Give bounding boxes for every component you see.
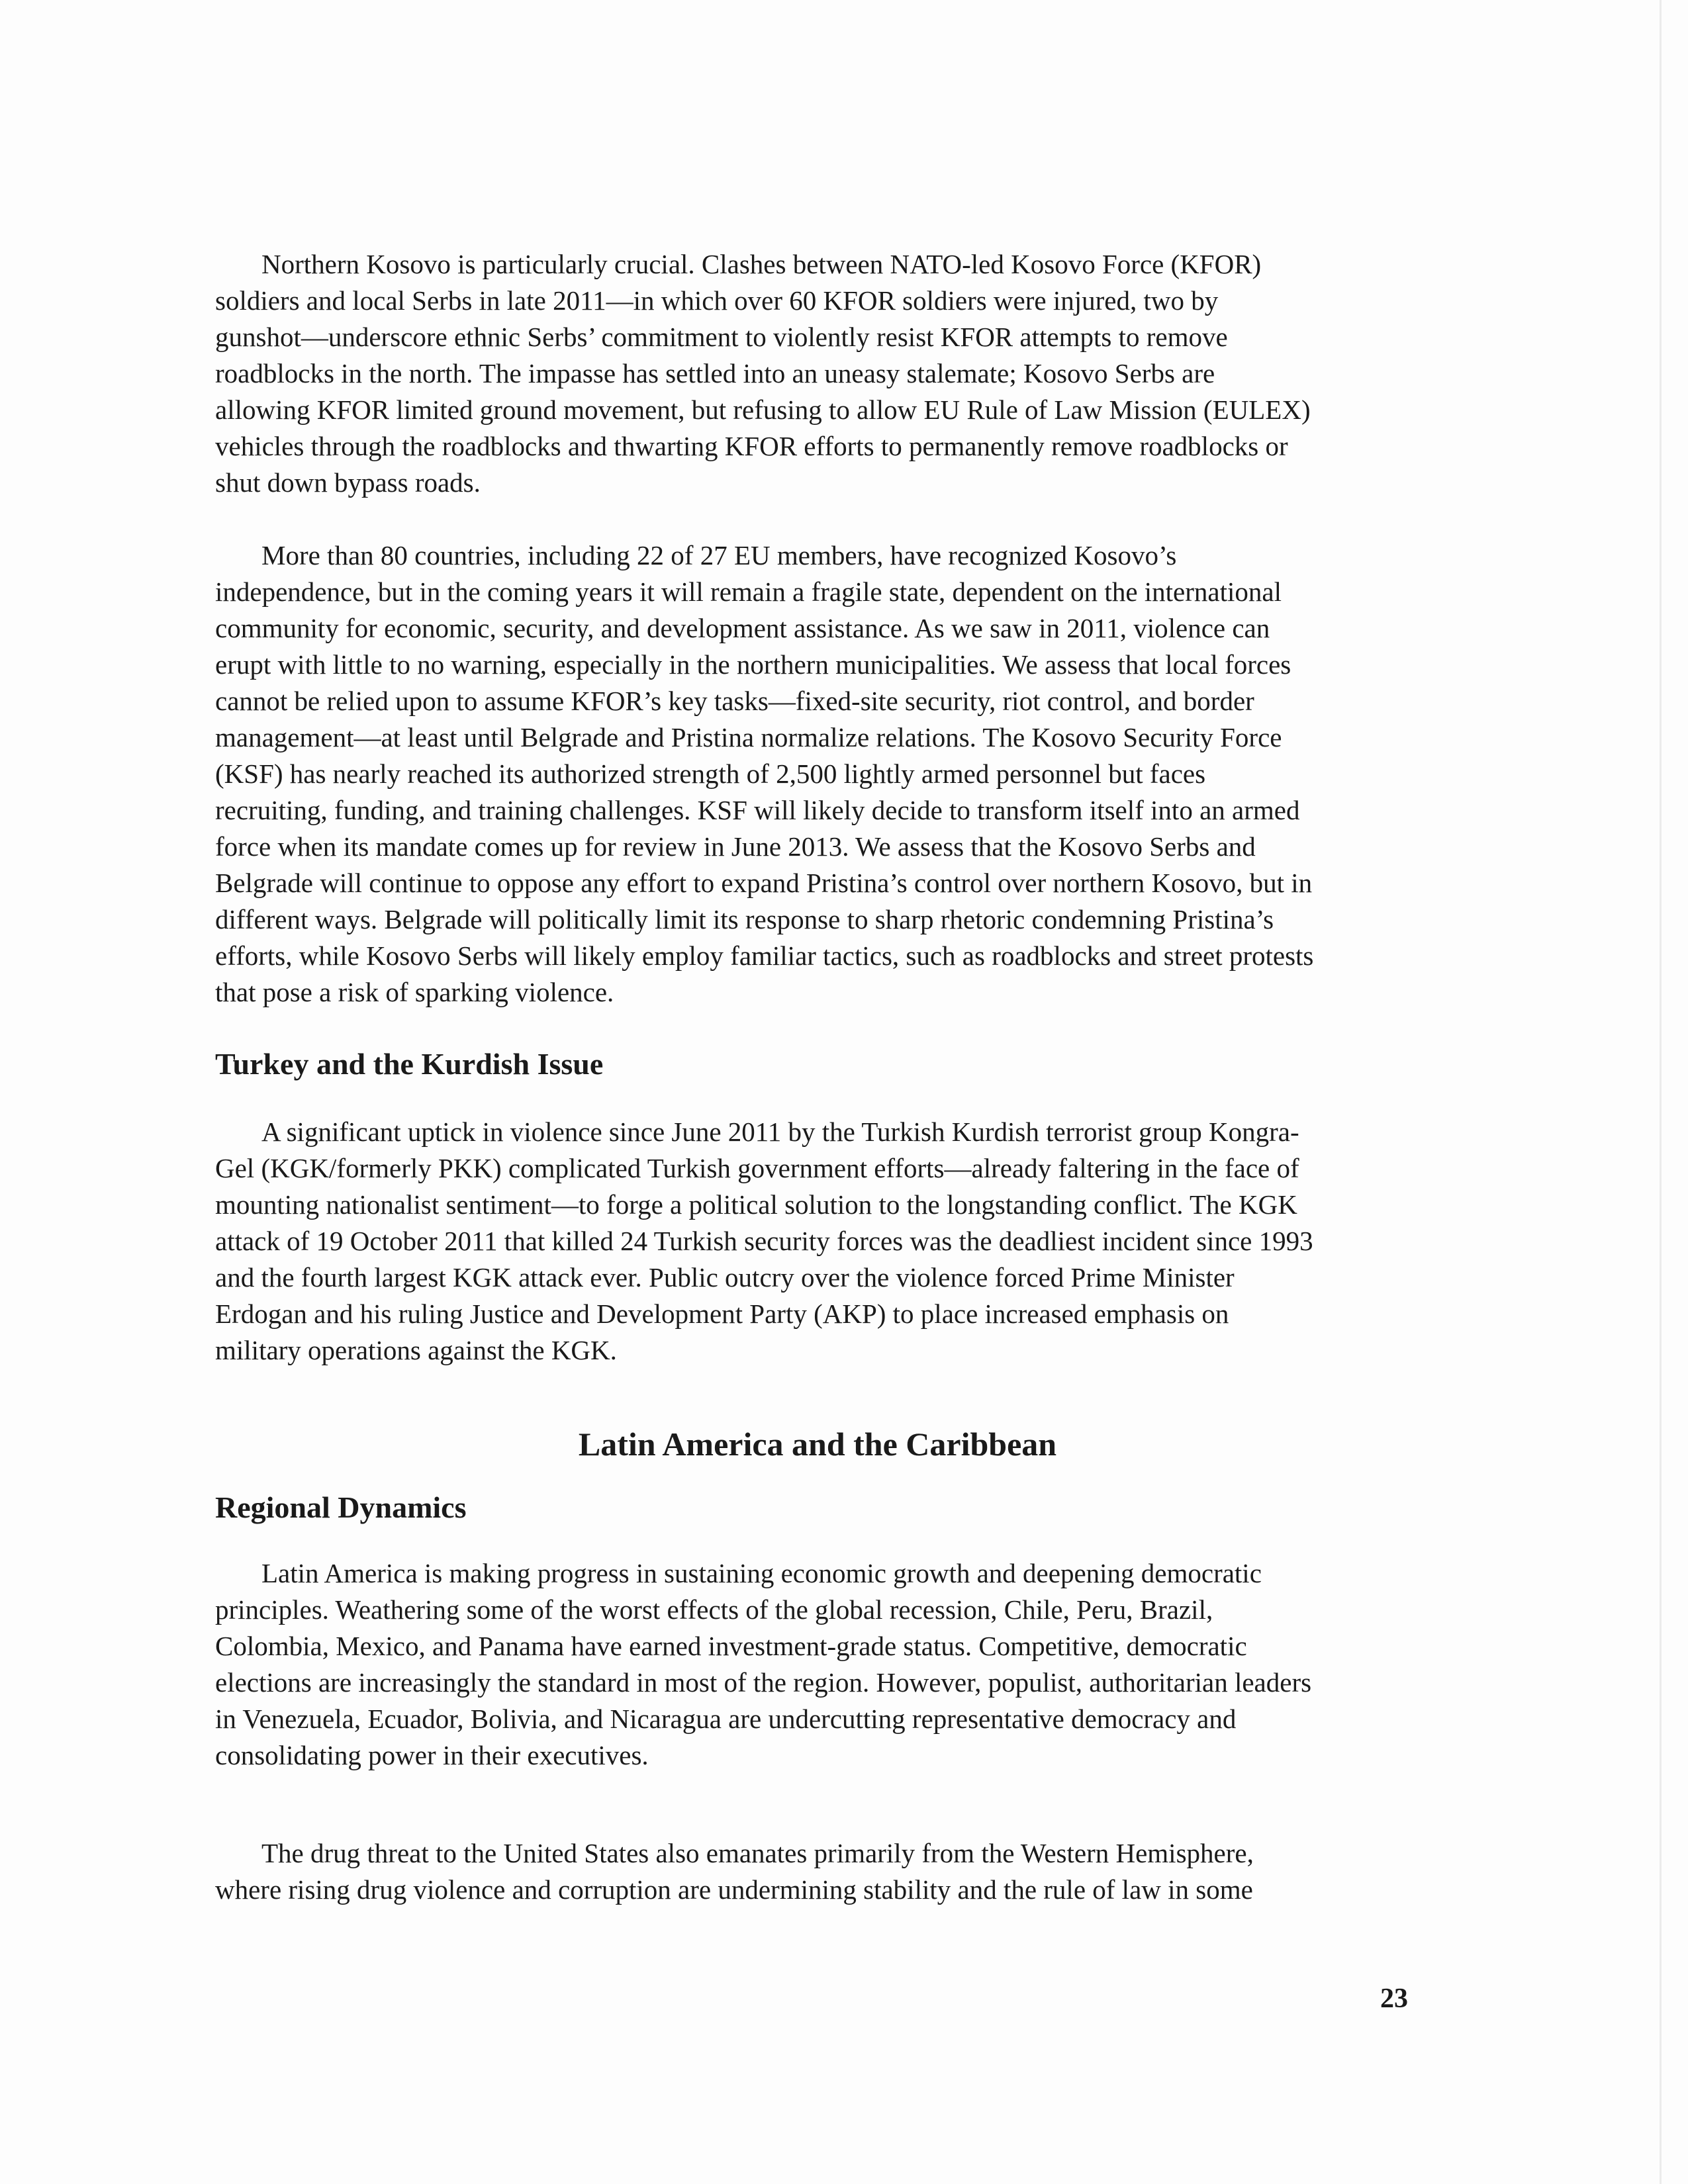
text-line: Latin America is making progress in sustaining economic growth and deepening democratic (261, 1558, 1262, 1588)
text-line: soldiers and local Serbs in late 2011—in which over 60 KFOR soldiers were injured, two by (215, 285, 1219, 316)
text-line: (KSF) has nearly reached its authorized strength of 2,500 lightly armed personnel but faces (215, 758, 1206, 789)
text-line: More than 80 countries, including 22 of 27 EU members, have recognized Kosovo’s (261, 540, 1177, 570)
text-line: force when its mandate comes up for review in June 2013. We assess that the Kosovo Serbs and (215, 831, 1256, 862)
text-line: vehicles through the roadblocks and thwarting KFOR efforts to permanently remove roadblocks or (215, 431, 1288, 461)
text-line: The drug threat to the United States also emanates primarily from the Western Hemisphere, (261, 1838, 1254, 1868)
text-line: mounting nationalist sentiment—to forge a political solution to the longstanding conflict. The KGK (215, 1189, 1297, 1220)
text-line: Colombia, Mexico, and Panama have earned investment-grade status. Competitive, democratic (215, 1631, 1247, 1661)
text-line: A significant uptick in violence since June 2011 by the Turkish Kurdish terrorist group Kongra- (261, 1116, 1299, 1147)
page-edge-shadow (1660, 0, 1662, 2184)
text-line: shut down bypass roads. (215, 467, 481, 498)
section-heading-turkey: Turkey and the Kurdish Issue (215, 1047, 604, 1081)
text-line: principles. Weathering some of the worst effects of the global recession, Chile, Peru, Brazil, (215, 1594, 1213, 1625)
page-number: 23 (1380, 1983, 1408, 2014)
text-line: Erdogan and his ruling Justice and Development Party (AKP) to place increased emphasis on (215, 1298, 1229, 1329)
text-line: allowing KFOR limited ground movement, but refusing to allow EU Rule of Law Mission (EULEX) (215, 394, 1311, 425)
text-line: Northern Kosovo is particularly crucial. Clashes between NATO-led Kosovo Force (KFOR) (261, 249, 1262, 279)
text-line: that pose a risk of sparking violence. (215, 977, 614, 1007)
text-line: independence, but in the coming years it will remain a fragile state, dependent on the international (215, 576, 1282, 607)
text-line: community for economic, security, and development assistance. As we saw in 2011, violence can (215, 613, 1270, 643)
text-line: management—at least until Belgrade and Pristina normalize relations. The Kosovo Security Force (215, 722, 1282, 752)
text-line: in Venezuela, Ecuador, Bolivia, and Nicaragua are undercutting representative democracy and (215, 1704, 1237, 1734)
paragraph-drug-threat (215, 1835, 1427, 1908)
text-line: different ways. Belgrade will politically limit its response to sharp rhetoric condemning Pristina’s (215, 904, 1274, 934)
subheading-regional-dynamics: Regional Dynamics (215, 1490, 467, 1524)
text-line: gunshot—underscore ethnic Serbs’ commitment to violently resist KFOR attempts to remove (215, 322, 1228, 352)
text-line: elections are increasingly the standard in most of the region. However, populist, authoritarian leaders (215, 1667, 1312, 1698)
text-line: consolidating power in their executives. (215, 1740, 649, 1770)
text-line: military operations against the KGK. (215, 1335, 617, 1365)
text-line: cannot be relied upon to assume KFOR’s key tasks—fixed-site security, riot control, and border (215, 686, 1254, 716)
text-line: erupt with little to no warning, especially in the northern municipalities. We assess that local forces (215, 649, 1291, 680)
text-line: Belgrade will continue to oppose any effort to expand Pristina’s control over northern Kosovo, but in (215, 868, 1313, 898)
text-line: roadblocks in the north. The impasse has settled into an uneasy stalemate; Kosovo Serbs are (215, 358, 1215, 388)
text-line: efforts, while Kosovo Serbs will likely employ familiar tactics, such as roadblocks and street protests (215, 940, 1314, 971)
paragraph-northern-kosovo (215, 246, 1427, 501)
section-title-latin-america: Latin America and the Caribbean (578, 1426, 1057, 1463)
text-line: recruiting, funding, and training challenges. KSF will likely decide to transform itself into an armed (215, 795, 1300, 825)
text-line: Gel (KGK/formerly PKK) complicated Turkish government efforts—already faltering in the face of (215, 1153, 1299, 1183)
paragraph-latin-america-progress (215, 1555, 1427, 1774)
paragraph-turkey-kgk (215, 1114, 1427, 1369)
text-line: attack of 19 October 2011 that killed 24 Turkish security forces was the deadliest incident since 1993 (215, 1226, 1313, 1256)
text-line: where rising drug violence and corruption are undermining stability and the rule of law in some (215, 1874, 1253, 1905)
text-line: and the fourth largest KGK attack ever. Public outcry over the violence forced Prime Minister (215, 1262, 1235, 1293)
paragraph-kosovo-recognition (215, 537, 1427, 1011)
